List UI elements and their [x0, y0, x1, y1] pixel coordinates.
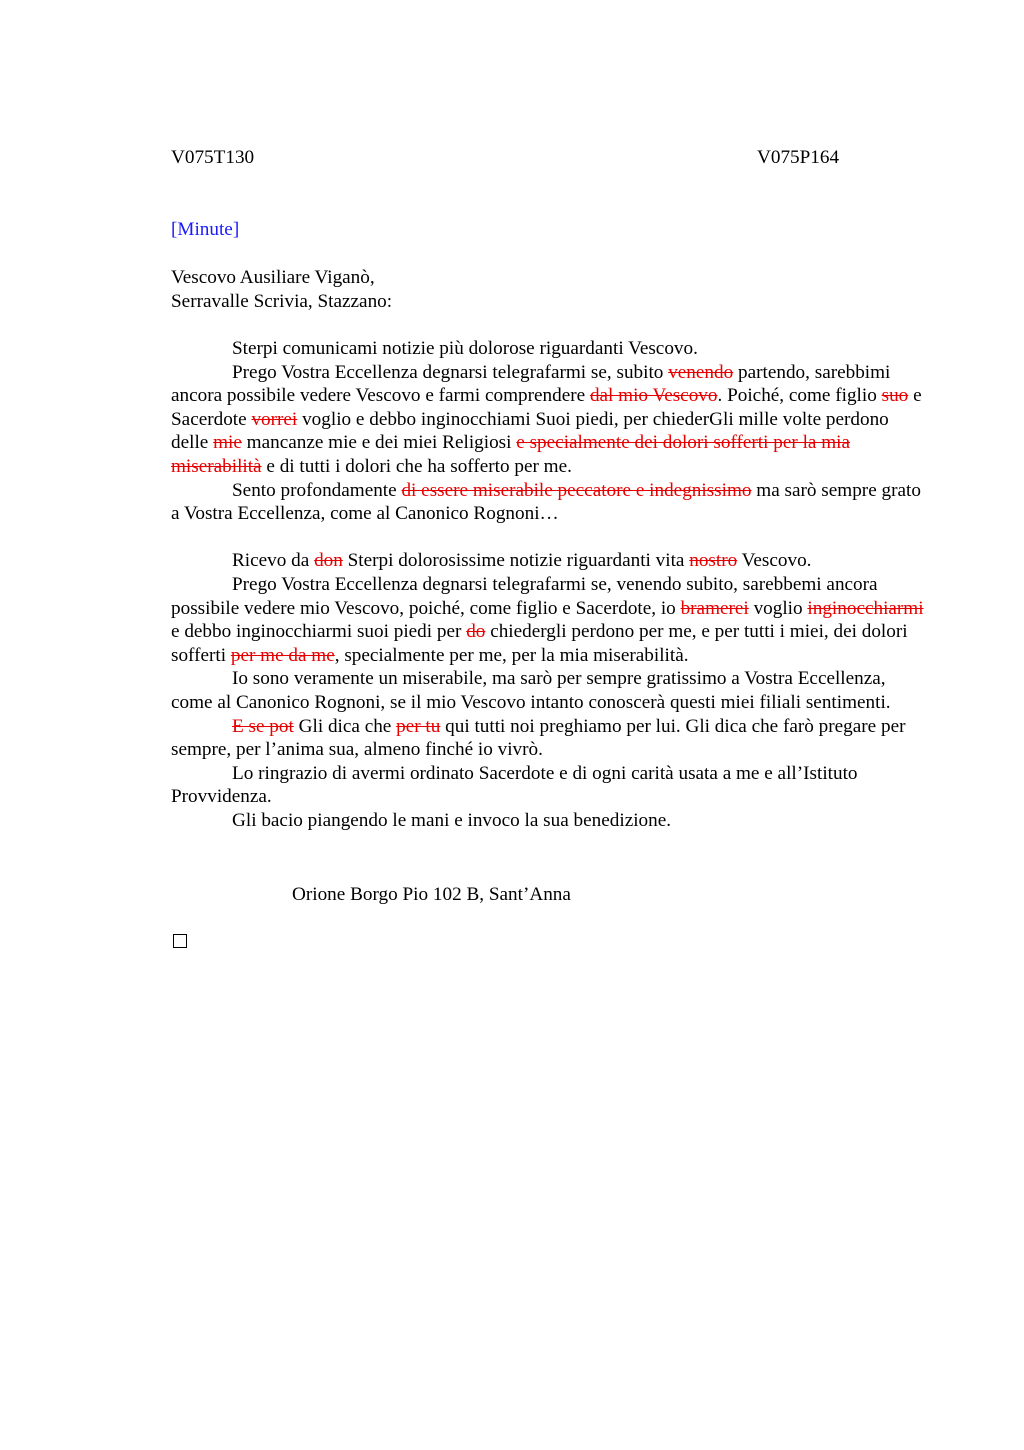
paragraph-text: voglio	[748, 597, 808, 619]
deleted-text: vorrei	[251, 408, 298, 430]
end-square-icon	[173, 934, 187, 948]
deleted-text: suo	[881, 385, 909, 407]
deleted-text: per tu	[396, 715, 441, 737]
paragraph-text: voglio e debbo inginocchiami Suoi piedi, per chiederGli mille volte perdono delle	[171, 408, 889, 454]
paragraph	[171, 715, 927, 762]
paragraph	[171, 549, 927, 573]
paragraph-text: Gli dica che	[293, 715, 397, 737]
paragraph-text: e Sacerdote	[171, 385, 922, 430]
paragraph-text: Sterpi comunicami notizie più dolorose riguardanti Vescovo.	[232, 338, 698, 359]
addressee-line: Vescovo Ausiliare Viganò,	[171, 267, 375, 288]
deleted-text: bramerei	[680, 597, 749, 619]
deleted-text: mie	[213, 432, 242, 454]
paragraph	[171, 361, 927, 479]
paragraph	[171, 573, 927, 667]
paragraph-text: Ricevo da	[232, 550, 315, 572]
paragraph-text: , specialmente per me, per la mia miserabilità.	[334, 644, 689, 666]
deleted-text: E se pot	[232, 715, 294, 737]
paragraph	[171, 762, 927, 809]
deleted-text: inginocchiarmi	[807, 597, 924, 619]
paragraph-text: . Poiché, come figlio	[717, 385, 882, 407]
document-code-right: V075P164	[757, 147, 840, 168]
deleted-text: do	[466, 621, 486, 643]
paragraph-gap	[171, 526, 927, 550]
deleted-text: di essere miserabile peccatore e indegnissimo	[401, 479, 752, 501]
minute-label: [Minute]	[171, 219, 240, 240]
paragraph-text: Prego Vostra Eccellenza degnarsi telegrafarmi se, venendo subito, sarebbemi ancora possibile vedere mio Vescovo, poiché, come figlio e Sacerdote, io	[171, 573, 878, 619]
paragraph	[171, 337, 927, 361]
paragraph-text: Gli bacio piangendo le mani e invoco la sua benedizione.	[232, 809, 672, 831]
document-code-left: V075T130	[171, 147, 255, 168]
deleted-text: nostro	[689, 550, 738, 572]
paragraph-text: chiedergli perdono per me, e per tutti i miei, dei dolori sofferti	[171, 621, 908, 666]
paragraph-text: e debbo inginocchiarmi suoi piedi per	[171, 621, 467, 643]
deleted-text: don	[314, 550, 343, 572]
paragraph-text: Prego Vostra Eccellenza degnarsi telegrafarmi se, subito	[232, 361, 669, 383]
paragraph-text: qui tutti noi preghiamo per lui. Gli dica che farò pregare per sempre, per l’anima sua, almeno finché io vivrò.	[171, 715, 906, 761]
paragraph-text: partendo, sarebbimi ancora possibile vedere Vescovo e farmi comprendere	[171, 361, 891, 407]
paragraph	[171, 479, 927, 526]
deleted-text: per me da me	[230, 644, 335, 666]
paragraph	[171, 809, 927, 833]
addressee	[171, 266, 392, 313]
paragraph-text: Vescovo.	[737, 550, 812, 572]
paragraph-text: ma sarò sempre grato a Vostra Eccellenza, come al Canonico Rognoni…	[171, 479, 921, 525]
paragraph	[171, 667, 927, 714]
paragraph-text: Sento profondamente	[232, 479, 402, 501]
paragraph-text: Io sono veramente un miserabile, ma sarò per sempre gratissimo a Vostra Eccellenza, come al Canonico Rognoni, se il mio Vescovo intanto conoscerà questi miei filiali sentimenti.	[171, 668, 891, 713]
deleted-text: dal mio Vescovo	[589, 385, 718, 407]
signature: Orione Borgo Pio 102 B, Sant’Anna	[292, 884, 571, 905]
letter-body	[171, 337, 927, 832]
paragraph-text: e di tutti i dolori che ha sofferto per me.	[261, 455, 572, 477]
paragraph-text: mancanze mie e dei miei Religiosi	[241, 432, 517, 454]
deleted-text: e specialmente dei dolori sofferti per la mia miserabilità	[171, 432, 850, 477]
paragraph-text: Lo ringrazio di avermi ordinato Sacerdote e di ogni carità usata a me e all’Istituto Provvidenza.	[171, 762, 858, 808]
deleted-text: venendo	[668, 361, 734, 383]
addressee-line: Serravalle Scrivia, Stazzano:	[171, 290, 393, 312]
paragraph-text: Sterpi dolorosissime notizie riguardanti vita	[342, 550, 690, 572]
